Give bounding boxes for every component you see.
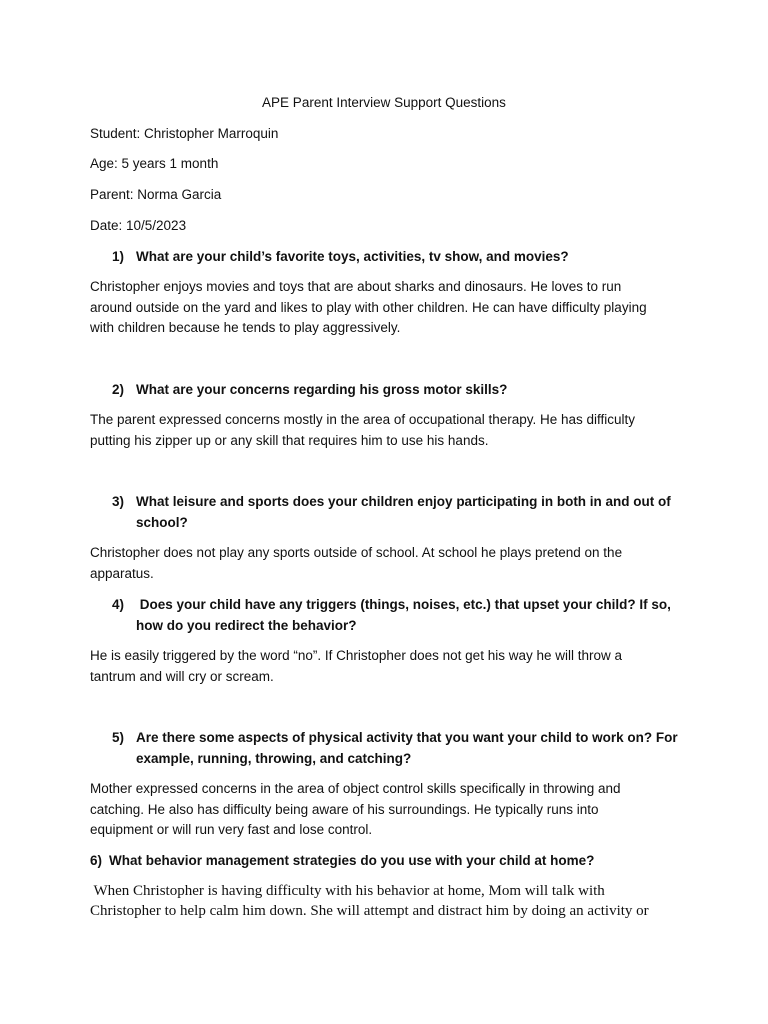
question-number: 2) bbox=[112, 382, 125, 397]
question-text: What behavior management strategies do you use with your child at home? bbox=[109, 853, 595, 868]
document-title: APE Parent Interview Support Questions bbox=[262, 95, 506, 110]
question-text: example, running, throwing, and catching? bbox=[136, 750, 412, 766]
question-number: 5) bbox=[112, 730, 125, 745]
answer-5 bbox=[90, 779, 680, 841]
answer-line: He is easily triggered by the word “no”. If Christopher does not get his way he will throw a bbox=[90, 648, 622, 663]
question-text: What leisure and sports does your children enjoy participating in both in and out of bbox=[136, 494, 671, 509]
question-text: how do you redirect the behavior? bbox=[136, 617, 357, 633]
question-number: 4) bbox=[112, 597, 125, 612]
answer-line: putting his zipper up or any skill that requires him to use his hands. bbox=[90, 432, 489, 448]
question-text: What are your concerns regarding his gross motor skills? bbox=[136, 382, 508, 397]
question-text: Are there some aspects of physical activity that you want your child to work on? For bbox=[136, 730, 678, 745]
answer-line: Christopher to help calm him down. She will attempt and distract him by doing an activity or bbox=[90, 903, 649, 919]
student-name: Student: Christopher Marroquin bbox=[90, 126, 279, 141]
answer-line: Mother expressed concerns in the area of object control skills specifically in throwing and bbox=[90, 781, 621, 796]
answer-line: When Christopher is having difficulty with his behavior at home, Mom will talk with bbox=[90, 883, 605, 899]
answer-line: equipment or will run very fast and lose control. bbox=[90, 822, 373, 837]
answer-1 bbox=[90, 277, 680, 339]
answer-4 bbox=[90, 646, 680, 687]
answer-line: with children because he tends to play aggressively. bbox=[90, 320, 401, 335]
question-text: What are your child’s favorite toys, activities, tv show, and movies? bbox=[136, 249, 569, 264]
answer-6 bbox=[90, 881, 680, 921]
question-number: 1) bbox=[112, 249, 125, 264]
answer-line: Christopher enjoys movies and toys that are about sharks and dinosaurs. He loves to run bbox=[90, 279, 622, 294]
answer-3 bbox=[90, 543, 680, 584]
answer-line: around outside on the yard and likes to play with other children. He can have difficulty playing bbox=[90, 299, 647, 315]
answer-line: Christopher does not play any sports outside of school. At school he plays pretend on the bbox=[90, 545, 623, 560]
question-number: 3) bbox=[112, 494, 125, 509]
parent-name: Parent: Norma Garcia bbox=[90, 187, 222, 202]
question-number: 6) bbox=[90, 853, 103, 868]
answer-line: catching. He also has difficulty being aware of his surroundings. He typically runs into bbox=[90, 801, 599, 817]
question-text: school? bbox=[136, 514, 188, 530]
interview-date: Date: 10/5/2023 bbox=[90, 218, 187, 233]
answer-line: tantrum and will cry or scream. bbox=[90, 668, 274, 684]
question-text: Does your child have any triggers (things, noises, etc.) that upset your child? If so, bbox=[136, 597, 671, 612]
answer-2 bbox=[90, 410, 680, 451]
answer-line: The parent expressed concerns mostly in the area of occupational therapy. He has difficulty bbox=[90, 412, 636, 427]
student-age: Age: 5 years 1 month bbox=[90, 156, 219, 171]
answer-line: apparatus. bbox=[90, 565, 154, 581]
